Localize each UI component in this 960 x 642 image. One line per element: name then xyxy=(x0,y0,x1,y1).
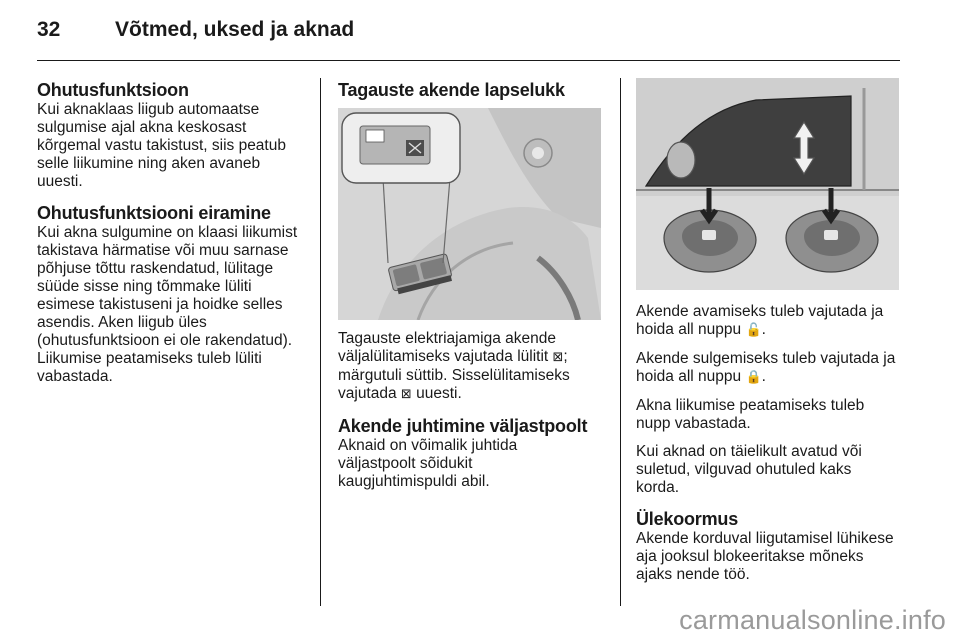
paragraph-remote-operation xyxy=(338,437,614,491)
paragraph-open-windows xyxy=(636,303,902,340)
text-line: Liikumise peatamiseks tuleb lüliti xyxy=(37,350,262,367)
column-2 xyxy=(338,80,614,101)
text-fragment: vajutada xyxy=(338,385,401,402)
text-line: Akna liikumise peatamiseks tuleb xyxy=(636,397,865,414)
header-rule xyxy=(37,60,900,61)
text-line: Aknaid on võimalik juhtida xyxy=(338,437,518,454)
text-line: Akende avamiseks tuleb vajutada ja xyxy=(636,303,884,320)
text-line: Kui aknad on täielikult avatud või xyxy=(636,443,862,460)
text-fragment: . xyxy=(761,321,766,338)
text-line: ajaks nende töö. xyxy=(636,566,750,583)
heading-overload: Ülekoormus xyxy=(636,509,739,529)
column-2-text xyxy=(338,330,614,491)
page-number: 32 xyxy=(37,18,61,41)
text-line: Akende sulgemiseks tuleb vajutada ja xyxy=(636,350,896,367)
paragraph-close-windows xyxy=(636,350,902,387)
watermark: carmanualsonline.info xyxy=(679,605,946,635)
door-switch-illustration xyxy=(338,108,601,320)
page-header xyxy=(37,14,900,54)
text-line: Kui akna sulgumine on klaasi liikumist xyxy=(37,224,298,241)
text-line: sulgumise ajal akna keskosast xyxy=(37,119,247,136)
lock-icon: 🔒 xyxy=(745,370,762,385)
text-line: kõrgemal vastu takistust, siis peatub xyxy=(37,137,286,154)
text-line: selle liikumine ning aken avaneb xyxy=(37,155,261,172)
text-line: kaugjuhtimispuldi abil. xyxy=(338,473,490,490)
column-divider-1 xyxy=(320,78,321,606)
text-line: väljalülitamiseks vajutada lülitit xyxy=(338,348,553,365)
text-line: Kui aknaklaas liigub automaatse xyxy=(37,101,260,118)
chapter-title: Võtmed, uksed ja aknad xyxy=(115,18,355,41)
text-line: uuesti. xyxy=(37,173,83,190)
paragraph-child-lock xyxy=(338,330,614,404)
text-fragment: uuesti. xyxy=(411,385,462,402)
heading-safety-function: Ohutusfunktsioon xyxy=(37,80,189,100)
heading-child-lock: Tagauste akende lapselukk xyxy=(338,80,565,100)
column-divider-2 xyxy=(620,78,621,606)
text-line: süüde sisse ning tõmmake lüliti xyxy=(37,278,252,295)
text-line: (ohutusfunktsioon ei ole rakendatud). xyxy=(37,332,293,349)
text-line: Akende korduval liigutamisel lühikese xyxy=(636,530,894,547)
text-line: esimese takistuseni ja hoidke selles xyxy=(37,296,283,313)
text-line: põhjuse tõttu raskendatud, lülitage xyxy=(37,260,274,277)
text-line: Tagauste elektriajamiga akende xyxy=(338,330,556,347)
paragraph-overload xyxy=(636,530,902,584)
column-1 xyxy=(37,80,313,386)
window-lock-icon: ⊠ xyxy=(400,387,412,402)
text-line: väljastpoolt sõidukit xyxy=(338,455,473,472)
text-fragment: hoida all nuppu xyxy=(636,368,746,385)
unlock-icon: 🔓 xyxy=(745,323,762,338)
paragraph-safety-function xyxy=(37,101,313,191)
text-fragment: ; xyxy=(563,348,568,365)
remote-key-illustration xyxy=(636,78,899,290)
text-line: takistava härmatise või muu sarnase xyxy=(37,242,289,259)
paragraph-override-safety xyxy=(37,224,313,386)
text-fragment: . xyxy=(761,368,766,385)
heading-remote-operation: Akende juhtimine väljastpoolt xyxy=(338,416,588,436)
text-line: märgutuli süttib. Sisselülitamiseks xyxy=(338,367,570,384)
figure-remote-key xyxy=(636,78,899,290)
paragraph-hazard-lights xyxy=(636,443,902,497)
text-line: suletud, vilguvad ohutuled kaks xyxy=(636,461,852,478)
text-fragment: hoida all nuppu xyxy=(636,321,746,338)
text-line: nupp vabastada. xyxy=(636,415,751,432)
heading-override-safety: Ohutusfunktsiooni eiramine xyxy=(37,203,271,223)
window-lock-icon: ⊠ xyxy=(552,350,564,365)
figure-door-switch xyxy=(338,108,601,320)
text-line: aja jooksul blokeeritakse mõneks xyxy=(636,548,864,565)
text-line: korda. xyxy=(636,479,680,496)
text-line: asendis. Aken liigub üles xyxy=(37,314,207,331)
column-3-text xyxy=(636,303,902,584)
text-line: vabastada. xyxy=(37,368,113,385)
paragraph-stop-movement xyxy=(636,397,902,433)
